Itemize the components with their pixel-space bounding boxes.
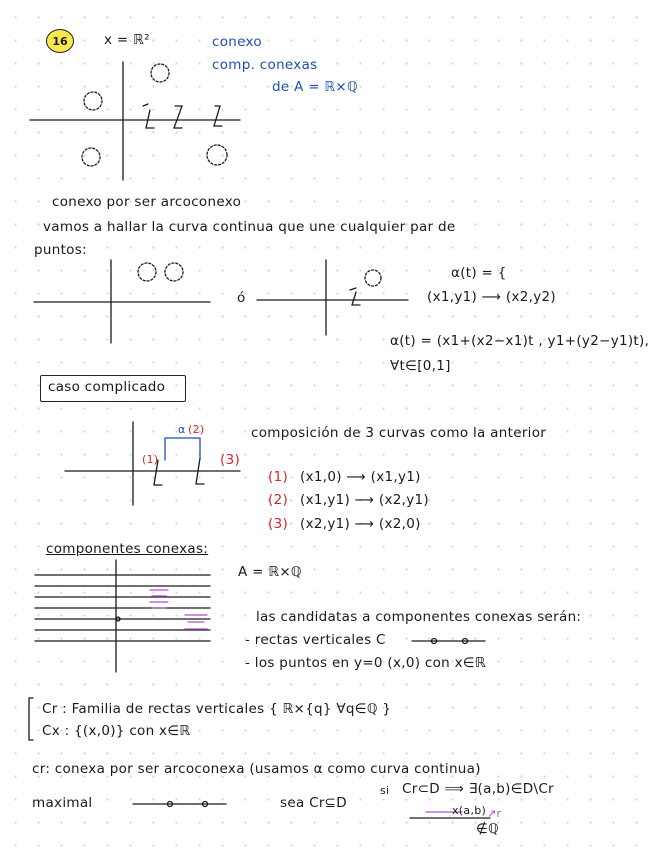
curve-label-3: (3) bbox=[220, 452, 241, 468]
section-title-complicated: caso complicado bbox=[48, 379, 166, 395]
curve-label-2: (2) bbox=[188, 423, 205, 436]
topic-line-3: de A = ℝ×ℚ bbox=[272, 79, 358, 95]
statement-line-1: conexo por ser arcoconexo bbox=[52, 194, 242, 210]
step-2-number: (2) bbox=[268, 492, 289, 508]
maximal-label: maximal bbox=[32, 795, 93, 811]
sea-label: sea Cr⊆D bbox=[280, 795, 347, 811]
family-Cx: Cx : {(x,0)} con x∈ℝ bbox=[42, 723, 191, 739]
statement-line-3: puntos: bbox=[34, 242, 87, 258]
or-label: ó bbox=[237, 290, 246, 306]
param-line-3: α(t) = (x1+(x2−x1)t , y1+(y2−y1)t), bbox=[390, 333, 650, 349]
set-A: A = ℝ×ℚ bbox=[238, 564, 302, 580]
point-label: x(a,b) bbox=[452, 804, 487, 817]
param-line-1: α(t) = { bbox=[451, 265, 507, 281]
candidates-text: las candidatas a componentes conexas serán: bbox=[256, 609, 582, 625]
set-definition: x = ℝ² bbox=[104, 32, 150, 48]
section-title-components: componentes conexas: bbox=[46, 541, 209, 557]
step-3-number: (3) bbox=[268, 516, 289, 532]
bracket-icon bbox=[29, 698, 33, 740]
step-2: (x1,y1) ⟶ (x2,y1) bbox=[300, 492, 429, 508]
topic-line-2: comp. conexas bbox=[212, 57, 318, 73]
candidate-item-2: - los puntos en y=0 (x,0) con x∈ℝ bbox=[245, 655, 486, 671]
plane-sketch-5 bbox=[35, 560, 210, 672]
plane-sketch-1 bbox=[30, 62, 240, 180]
exercise-number: 16 bbox=[52, 34, 68, 48]
step-1: (x1,0) ⟶ (x1,y1) bbox=[300, 469, 421, 485]
statement-line-2: vamos a hallar la curva continua que une cualquier par de bbox=[43, 219, 456, 235]
step-3: (x2,y1) ⟶ (x2,0) bbox=[300, 516, 421, 532]
exercise-number-badge bbox=[46, 29, 74, 53]
plane-sketch-3 bbox=[257, 260, 408, 335]
curve-label-alpha: α bbox=[178, 423, 186, 436]
si-label: si bbox=[380, 784, 390, 797]
line-sketch-2 bbox=[133, 802, 226, 807]
not-in-q: ∉ℚ bbox=[476, 821, 499, 837]
plane-sketch-2 bbox=[34, 260, 210, 343]
topic-line-1: conexo bbox=[212, 34, 262, 50]
param-line-4: ∀t∈[0,1] bbox=[390, 358, 451, 374]
arrow-label: ↗r bbox=[487, 807, 502, 820]
step-1-number: (1) bbox=[268, 469, 289, 485]
curve-label-1: (1) bbox=[142, 453, 159, 466]
family-Cr: Cr : Familia de rectas verticales { ℝ×{q} ∀q∈ℚ } bbox=[42, 701, 392, 717]
line-sketch-1 bbox=[412, 639, 485, 644]
composition-text: composición de 3 curvas como la anterior bbox=[251, 425, 547, 441]
conclusion-line: cr: conexa por ser arcoconexa (usamos α como curva continua) bbox=[32, 761, 481, 777]
candidate-item-1: - rectas verticales C bbox=[245, 632, 386, 648]
param-line-2: (x1,y1) ⟶ (x2,y2) bbox=[427, 289, 556, 305]
implication: Cr⊂D ⟹ ∃(a,b)∈D\Cr bbox=[402, 781, 554, 797]
